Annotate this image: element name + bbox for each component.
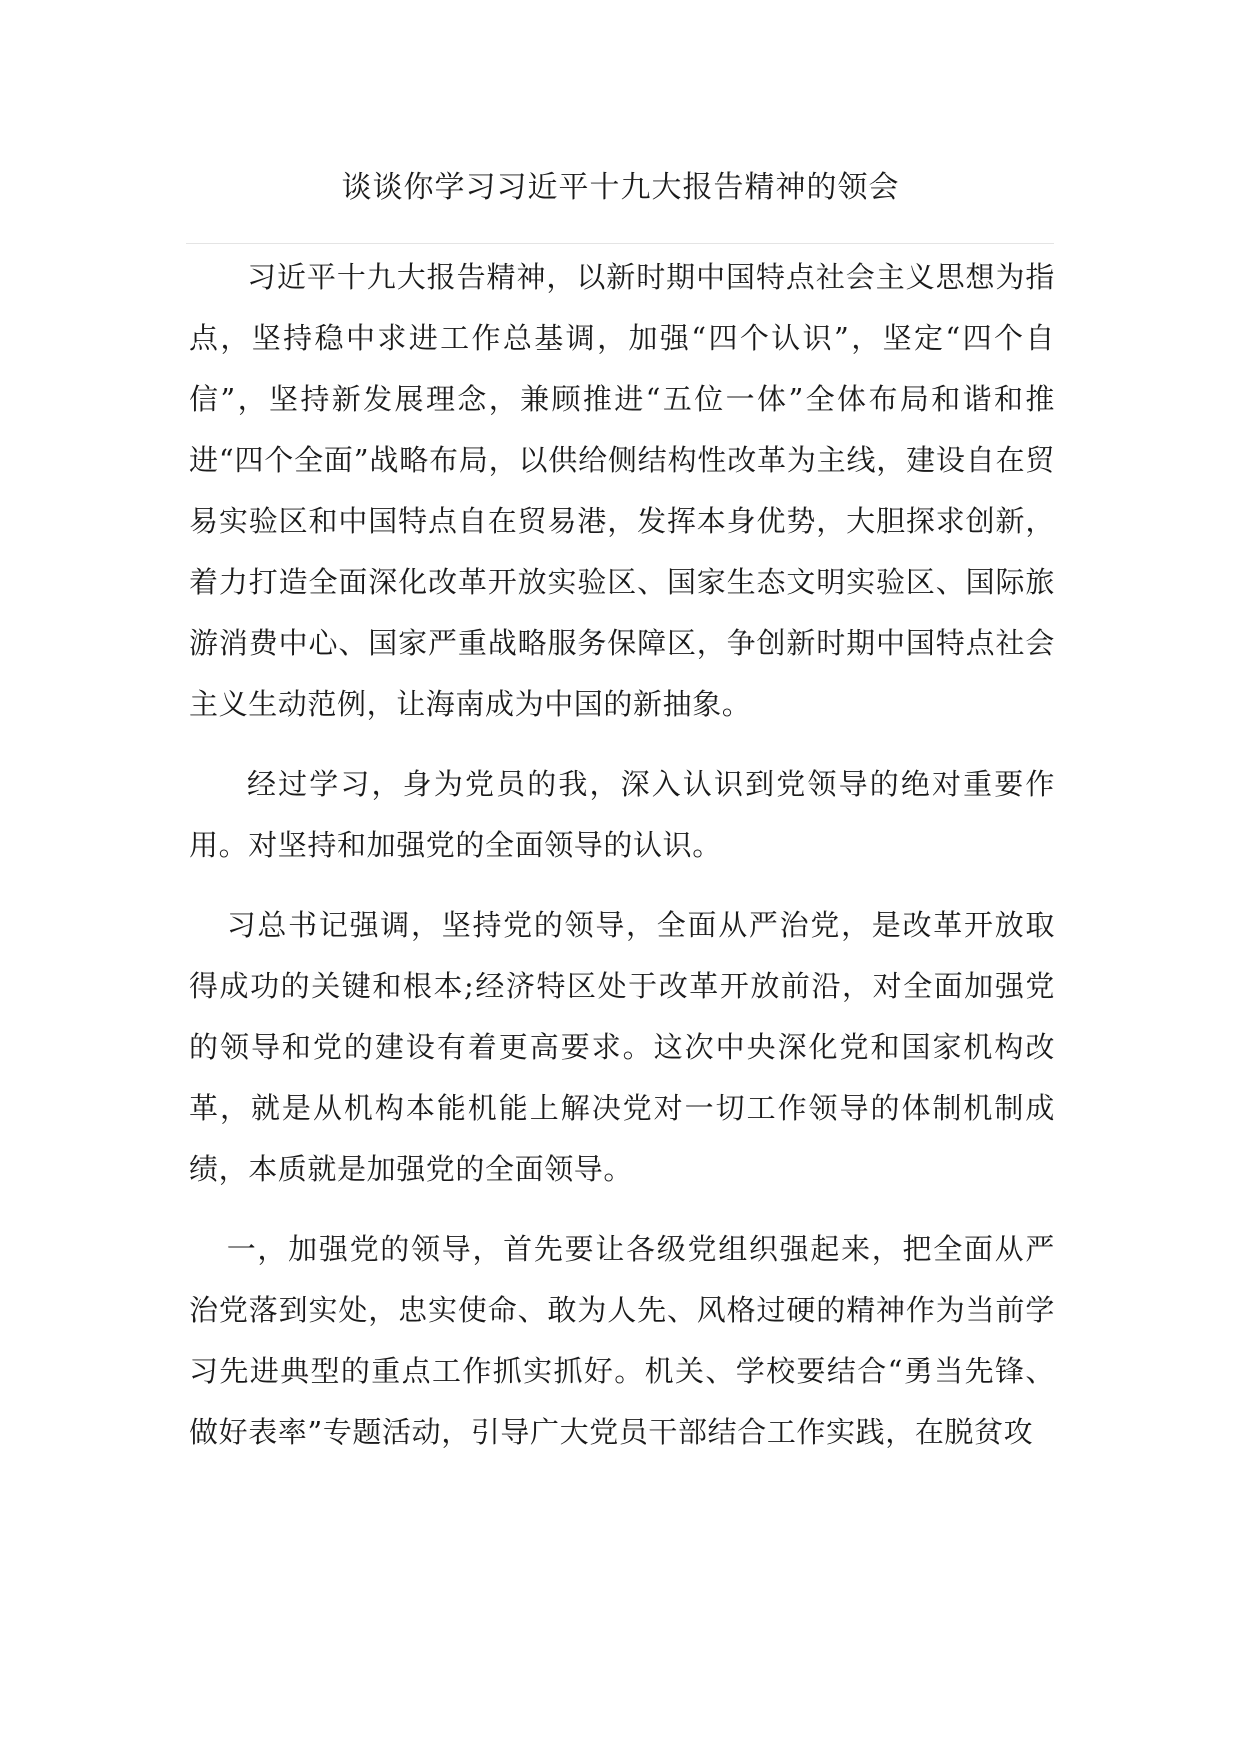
paragraph-4: 一，加强党的领导，首先要让各级党组织强起来，把全面从严治党落到实处，忠实使命、敢为人先、风格过硬的精神作为当前学习先进典型的重点工作抓实抓好。机关、学校要结合“勇当先锋、做好表率”专题活动，引导广大党员干部结合工作实践，在脱贫攻	[189, 1232, 1055, 1449]
document-body	[189, 247, 1055, 1463]
paragraph-3: 习总书记强调，坚持党的领导，全面从严治党，是改革开放取得成功的关键和根本;经济特区处于改革开放前沿，对全面加强党的领导和党的建设有着更高要求。这次中央深化党和国家机构改革，就是从机构本能机能上解决党对一切工作领导的体制机制成绩，本质就是加强党的全面领导。	[189, 908, 1055, 1186]
paragraph-2: 经过学习，身为党员的我，深入认识到党领导的绝对重要作用。对坚持和加强党的全面领导的认识。	[189, 767, 1055, 862]
title-divider	[186, 243, 1054, 244]
document-title: 谈谈你学习习近平十九大报告精神的领会	[341, 170, 900, 205]
paragraph-1: 习近平十九大报告精神，以新时期中国特点社会主义思想为指点，坚持稳中求进工作总基调，加强“四个认识”，坚定“四个自信”，坚持新发展理念，兼顾推进“五位一体”全体布局和谐和推进“四个全面”战略布局，以供给侧结构性改革为主线，建设自在贸易实验区和中国特点自在贸易港，发挥本身优势，大胆探求创新，着力打造全面深化改革开放实验区、国家生态文明实验区、国际旅游消费中心、国家严重战略服务保障区，争创新时期中国特点社会主义生动范例，让海南成为中国的新抽象。	[189, 260, 1055, 721]
